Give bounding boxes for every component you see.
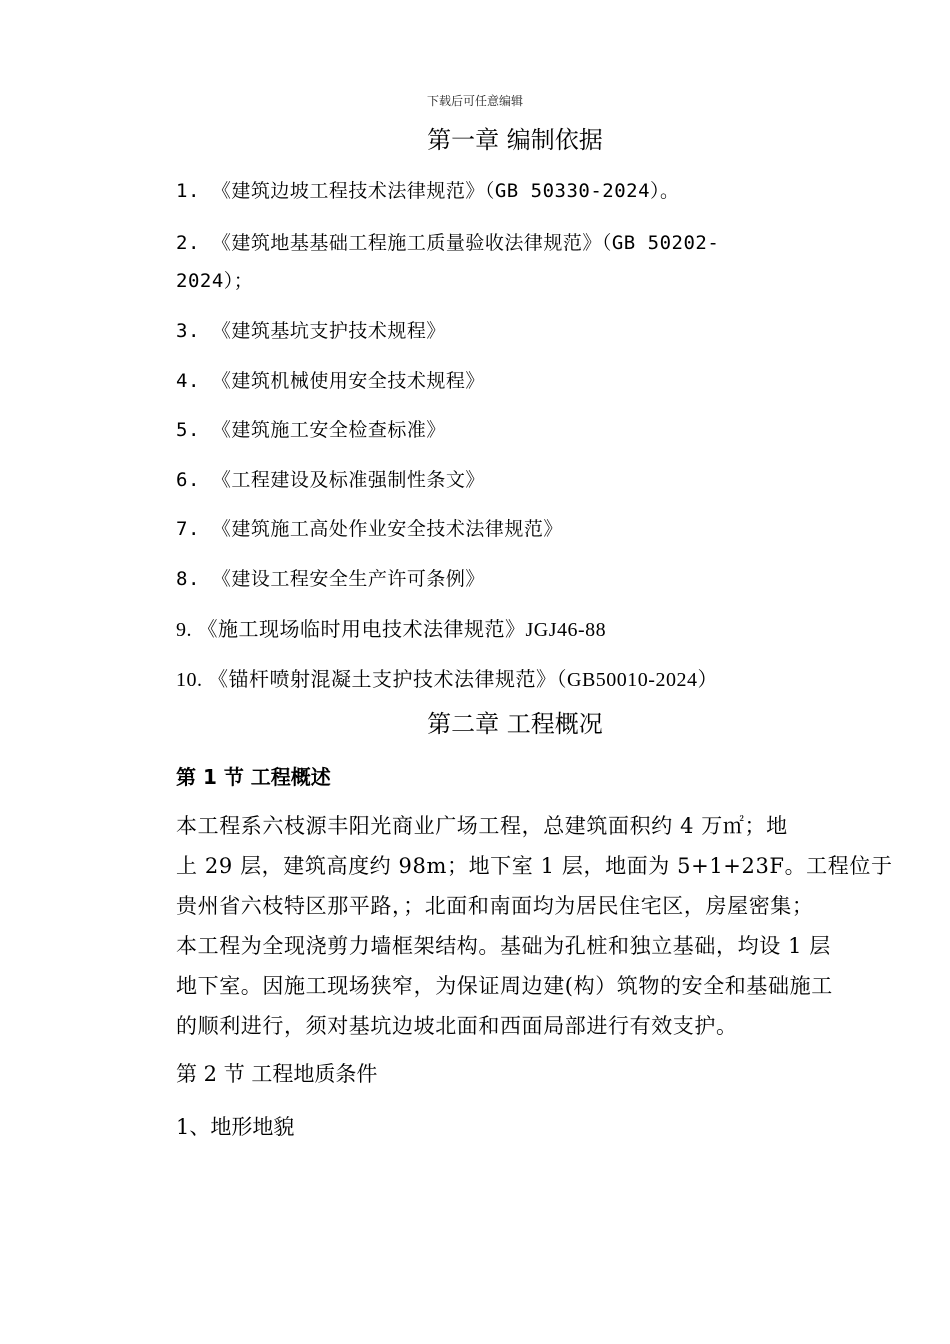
reference-item-6: 6. 《工程建设及标准强制性条文》 <box>176 469 485 491</box>
reference-item-5: 5. 《建筑施工安全检查标准》 <box>176 419 446 441</box>
paragraph-line: 本工程为全现浇剪力墙框架结构。基础为孔桩和独立基础，均设 1 层 <box>176 934 831 958</box>
reference-item-8: 8. 《建设工程安全生产许可条例》 <box>176 568 485 590</box>
reference-item-9: 9. 《施工现场临时用电技术法律规范》JGJ46-88 <box>176 619 607 641</box>
chapter-2-title: 第二章 工程概况 <box>427 710 603 738</box>
subsection-item-1: 1、地形地貌 <box>176 1115 295 1139</box>
reference-item-7: 7. 《建筑施工高处作业安全技术法律规范》 <box>176 518 563 540</box>
reference-item-10: 10. 《锚杆喷射混凝土支护技术法律规范》（GB50010-2024） <box>176 669 718 691</box>
reference-item-1: 1. 《建筑边坡工程技术法律规范》（GB 50330-2024）。 <box>176 180 680 202</box>
reference-item-3: 3. 《建筑基坑支护技术规程》 <box>176 320 446 342</box>
paragraph-line: 地下室。因施工现场狭窄，为保证周边建(构）筑物的安全和基础施工 <box>176 974 833 998</box>
chapter-1-title: 第一章 编制依据 <box>427 126 603 154</box>
reference-item-2: 2. 《建筑地基基础工程施工质量验收法律规范》（GB 50202- <box>176 232 720 254</box>
paragraph-line: 贵州省六枝特区那平路，；北面和南面均为居民住宅区，房屋密集； <box>176 894 814 918</box>
header-note: 下载后可任意编辑 <box>426 94 523 108</box>
reference-item-2-continued: 2024）； <box>176 270 254 292</box>
section-2-title: 第 2 节 工程地质条件 <box>176 1062 378 1086</box>
section-1-title: 第 1 节 工程概述 <box>176 765 331 789</box>
paragraph-line: 的顺利进行，须对基坑边坡北面和西面局部进行有效支护。 <box>176 1014 738 1038</box>
reference-item-4: 4. 《建筑机械使用安全技术规程》 <box>176 370 485 392</box>
paragraph-line: 本工程系六枝源丰阳光商业广场工程，总建筑面积约 4 万㎡；地 <box>176 814 788 838</box>
paragraph-line: 上 29 层，建筑高度约 98m；地下室 1 层，地面为 5+1+23F。工程位于 <box>176 854 893 878</box>
